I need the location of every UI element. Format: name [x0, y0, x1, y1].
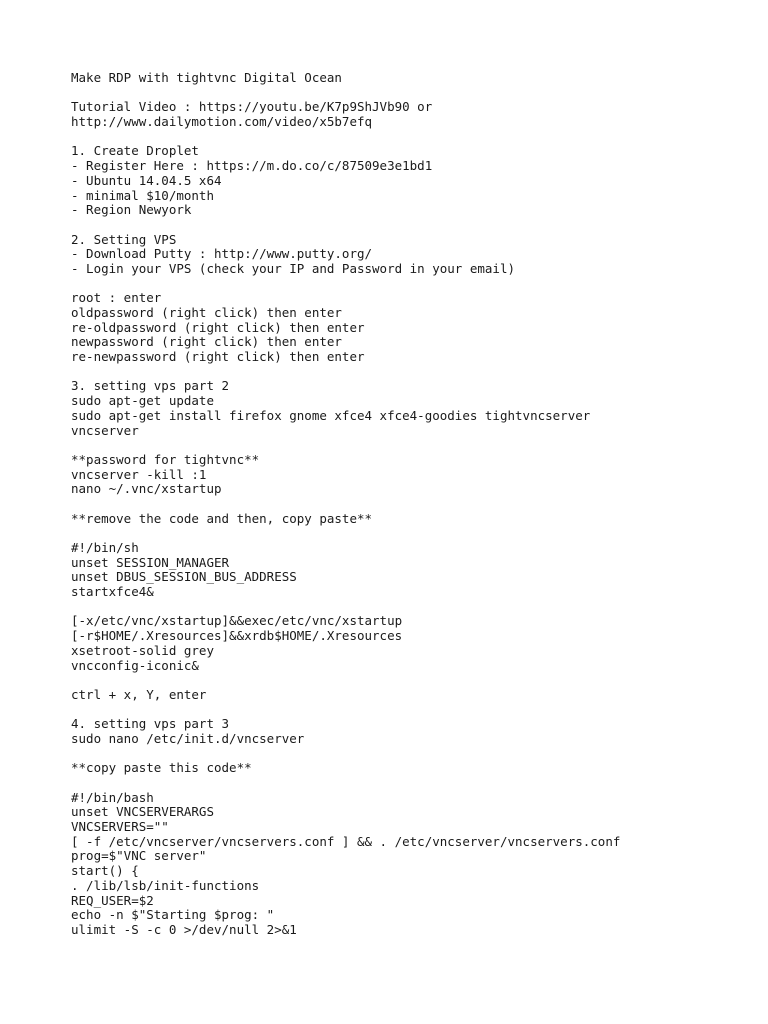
text-line: http://www.dailymotion.com/video/x5b7efq [71, 114, 373, 130]
blank-line [71, 277, 751, 292]
text-line: nano ~/.vnc/xstartup [71, 481, 222, 497]
text-line: startxfce4& [71, 584, 154, 600]
text-line: ulimit -S -c 0 >/dev/null 2>&1 [71, 921, 297, 937]
text-line: **copy paste this code** [71, 760, 252, 776]
text-line: unset SESSION_MANAGER [71, 554, 230, 570]
blank-line [71, 673, 751, 688]
text-line: Tutorial Video : https://youtu.be/K7p9ShJVb90 or [71, 99, 433, 115]
text-line: - Region Newyork [71, 202, 192, 218]
text-line: [-r$HOME/.Xresources]&&xrdb$HOME/.Xresources [71, 628, 403, 644]
text-line: 2. Setting VPS [71, 231, 177, 247]
text-line: - Ubuntu 14.04.5 x64 [71, 172, 222, 188]
text-line: Make RDP with tightvnc Digital Ocean [71, 70, 342, 85]
text-line: start() { [71, 863, 139, 879]
text-line: - Register Here : https://m.do.co/c/87509e3e1bd1 [71, 158, 433, 174]
text-line: re-oldpassword (right click) then enter [71, 319, 365, 335]
text-line: 3. setting vps part 2 [71, 378, 230, 394]
blank-line [71, 703, 751, 718]
document-text [71, 71, 751, 938]
text-line: [ -f /etc/vncserver/vncservers.conf ] && . /etc/vncserver/vncservers.conf [71, 833, 621, 849]
blank-line [71, 365, 751, 380]
text-line: prog=$"VNC server" [71, 848, 207, 864]
text-line: [-x/etc/vnc/xstartup]&&exec/etc/vnc/xstartup [71, 613, 403, 629]
text-line: 1. Create Droplet [71, 143, 199, 159]
text-line: newpassword (right click) then enter [71, 334, 342, 350]
blank-line [71, 438, 751, 453]
blank-line [71, 526, 751, 541]
text-line: vncserver [71, 422, 139, 438]
text-line: . /lib/lsb/init-functions [71, 877, 260, 893]
text-line: sudo nano /etc/init.d/vncserver [71, 730, 305, 746]
text-line: vncserver -kill :1 [71, 466, 207, 482]
text-line: **password for tightvnc** [71, 451, 260, 467]
text-line: unset VNCSERVERARGS [71, 804, 214, 820]
blank-line [71, 497, 751, 512]
blank-line [71, 218, 751, 233]
text-line: - Download Putty : http://www.putty.org/ [71, 246, 373, 262]
text-line: 4. setting vps part 3 [71, 716, 230, 732]
blank-line [71, 600, 751, 615]
text-line: sudo apt-get update [71, 393, 214, 409]
blank-line [71, 86, 751, 101]
text-line: ctrl + x, Y, enter [71, 686, 207, 702]
text-line: REQ_USER=$2 [71, 892, 154, 908]
text-line: **remove the code and then, copy paste** [71, 510, 373, 526]
text-line: #!/bin/sh [71, 540, 139, 555]
text-line: VNCSERVERS="" [71, 819, 169, 835]
text-line: re-newpassword (right click) then enter [71, 349, 365, 365]
text-line: echo -n $"Starting $prog: " [71, 907, 275, 923]
text-line: - minimal $10/month [71, 187, 214, 203]
text-line: #!/bin/bash [71, 789, 154, 805]
text-line: vncconfig-iconic& [71, 657, 199, 673]
text-line: xsetroot-solid grey [71, 642, 214, 658]
blank-line [71, 776, 751, 791]
text-line: - Login your VPS (check your IP and Password in your email) [71, 260, 516, 276]
blank-line [71, 130, 751, 145]
text-line: unset DBUS_SESSION_BUS_ADDRESS [71, 569, 297, 585]
blank-line [71, 747, 751, 762]
text-line: oldpassword (right click) then enter [71, 305, 342, 320]
text-line: root : enter [71, 290, 162, 306]
text-line: sudo apt-get install firefox gnome xfce4 xfce4-goodies tightvncserver [71, 407, 591, 423]
